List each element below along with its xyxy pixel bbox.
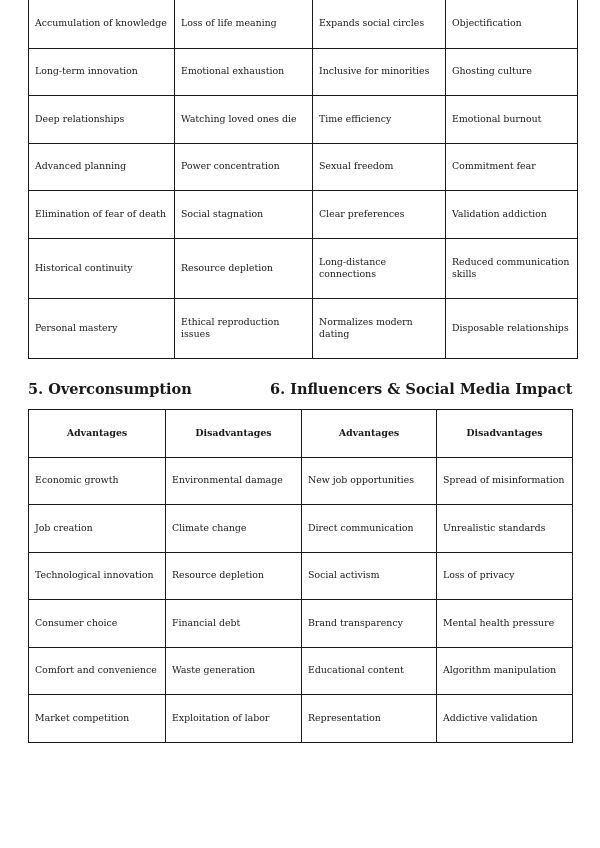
table-cell: Reduced communication skills <box>446 239 578 299</box>
table-cell: Spread of misinformation <box>437 458 573 505</box>
table-cell: Watching loved ones die <box>175 96 313 144</box>
table-cell: Environmental damage <box>166 458 302 505</box>
column-header: Disadvantages <box>166 410 302 458</box>
table-row <box>29 144 578 191</box>
table-row <box>29 299 578 359</box>
comparison-table-bottom <box>28 409 573 743</box>
table-cell: Ethical reproduction issues <box>175 299 313 359</box>
table-cell: Advanced planning <box>29 144 175 191</box>
table-cell: Emotional burnout <box>446 96 578 144</box>
table-cell: Waste generation <box>166 648 302 695</box>
table-row <box>29 239 578 299</box>
table-cell: Disposable relationships <box>446 299 578 359</box>
column-header: Advantages <box>29 410 166 458</box>
table-cell: New job opportunities <box>302 458 437 505</box>
table-cell: Expands social circles <box>313 0 446 49</box>
table-row <box>29 553 573 600</box>
table-row <box>29 458 573 505</box>
column-header: Disadvantages <box>437 410 573 458</box>
table-cell: Technological innovation <box>29 553 166 600</box>
table-cell: Mental health pressure <box>437 600 573 648</box>
table-cell: Historical continuity <box>29 239 175 299</box>
table-row <box>29 695 573 743</box>
table-cell: Inclusive for minorities <box>313 49 446 96</box>
table-cell: Ghosting culture <box>446 49 578 96</box>
comparison-table-top <box>28 0 578 359</box>
table-cell: Resource depletion <box>166 553 302 600</box>
table-cell: Unrealistic standards <box>437 505 573 553</box>
table-cell: Clear preferences <box>313 191 446 239</box>
section-number: 5. <box>28 381 44 398</box>
table-row <box>29 600 573 648</box>
table-row <box>29 49 578 96</box>
table-cell: Time efficiency <box>313 96 446 144</box>
table-cell: Normalizes modern dating <box>313 299 446 359</box>
table-cell: Climate change <box>166 505 302 553</box>
table-cell: Economic growth <box>29 458 166 505</box>
table-row <box>29 96 578 144</box>
table-cell: Algorithm manipulation <box>437 648 573 695</box>
table-cell: Personal mastery <box>29 299 175 359</box>
table-cell: Accumulation of knowledge <box>29 0 175 49</box>
table-cell: Consumer choice <box>29 600 166 648</box>
table-cell: Deep relationships <box>29 96 175 144</box>
table-cell: Exploitation of labor <box>166 695 302 743</box>
section-title: Overconsumption <box>48 381 192 398</box>
table-cell: Emotional exhaustion <box>175 49 313 96</box>
table-cell: Loss of privacy <box>437 553 573 600</box>
section-heading-influencers: 6. Influencers & Social Media Impact <box>270 381 573 398</box>
table-cell: Direct communication <box>302 505 437 553</box>
column-header: Advantages <box>302 410 437 458</box>
table-cell: Comfort and convenience <box>29 648 166 695</box>
table-cell: Resource depletion <box>175 239 313 299</box>
table-cell: Job creation <box>29 505 166 553</box>
table-cell: Loss of life meaning <box>175 0 313 49</box>
table-cell: Representation <box>302 695 437 743</box>
table-cell: Sexual freedom <box>313 144 446 191</box>
table-cell: Commitment fear <box>446 144 578 191</box>
table-cell: Long-term innovation <box>29 49 175 96</box>
table-cell: Elimination of fear of death <box>29 191 175 239</box>
table-cell: Objectification <box>446 0 578 49</box>
table-cell: Social stagnation <box>175 191 313 239</box>
table-cell: Educational content <box>302 648 437 695</box>
table-row <box>29 505 573 553</box>
table-cell: Financial debt <box>166 600 302 648</box>
table-row <box>29 648 573 695</box>
table-cell: Addictive validation <box>437 695 573 743</box>
table-cell: Validation addiction <box>446 191 578 239</box>
table-header-row <box>29 410 573 458</box>
section-heading-overconsumption <box>28 381 192 398</box>
table-cell: Brand transparency <box>302 600 437 648</box>
table-cell: Long-distance connections <box>313 239 446 299</box>
table-cell: Market competition <box>29 695 166 743</box>
table-row <box>29 191 578 239</box>
table-row <box>29 0 578 49</box>
table-cell: Power concentration <box>175 144 313 191</box>
table-cell: Social activism <box>302 553 437 600</box>
